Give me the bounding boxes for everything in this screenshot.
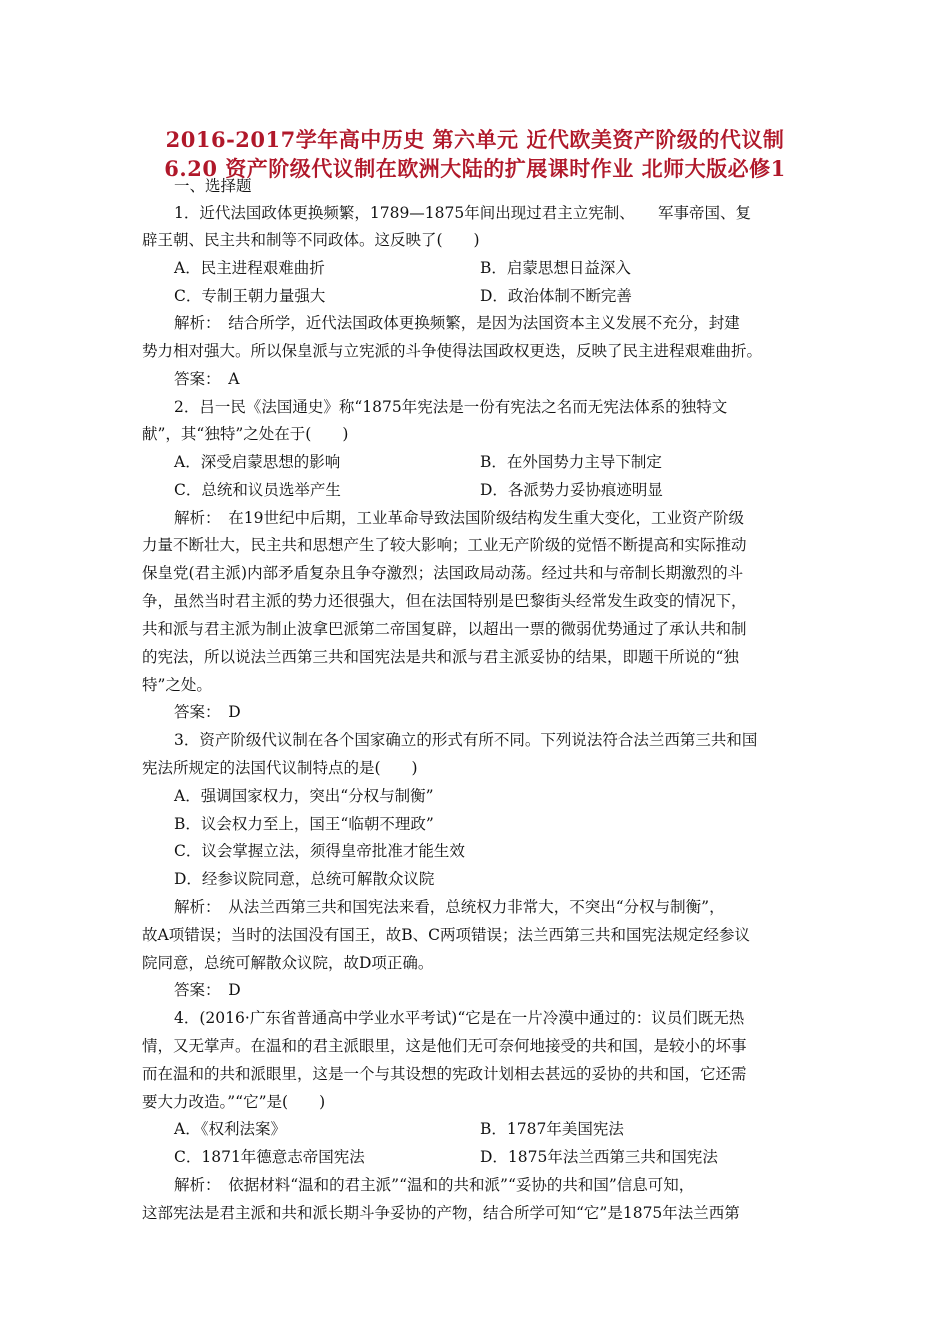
section-heading: 一、选择题 (174, 177, 252, 195)
q3-analysis-line1: 解析： 从法兰西第三共和国宪法来看，总统权力非常大，不突出“分权与制衡”， (174, 898, 725, 916)
q2-option-c: C．总统和议员选举产生 (174, 481, 341, 499)
q4-option-a: A．《权利法案》 (174, 1120, 286, 1138)
q3-option-c: C．议会掌握立法，须得皇帝批准才能生效 (174, 842, 465, 860)
q1-analysis-line1: 解析： 结合所学，近代法国政体更换频繁，是因为法国资本主义发展不充分，封建 (174, 314, 740, 332)
q2-answer: 答案： D (174, 703, 241, 721)
q1-stem-line2: 辟王朝、民主共和制等不同政体。这反映了( ) (142, 231, 480, 249)
q3-analysis-line2: 故A项错误；当时的法国没有国王，故B、C两项错误；法兰西第三共和国宪法规定经参议 (142, 926, 750, 944)
q4-analysis-line1: 解析： 依据材料“温和的君主派”“温和的共和派”“妥协的共和国”信息可知， (174, 1176, 695, 1194)
q1-stem-line1: 1．近代法国政体更换频繁，1789—1875年间出现过君主立宪制、 军事帝国、复 (174, 204, 752, 222)
q4-stem-line3: 而在温和的共和派眼里，这是一个与其设想的宪政计划相去甚远的妥协的共和国，它还需 (142, 1065, 747, 1083)
q2-analysis-line5: 共和派与君主派为制止波拿巴派第二帝国复辟，以超出一票的微弱优势通过了承认共和制 (142, 620, 747, 638)
q2-analysis-line3: 保皇党(君主派)内部矛盾复杂且争夺激烈；法国政局动荡。经过共和与帝制长期激烈的斗 (142, 564, 744, 582)
doc-title-line1: 2016-2017学年高中历史 第六单元 近代欧美资产阶级的代议制 (165, 127, 785, 152)
q4-stem-line1: 4．(2016·广东省普通高中学业水平考试)“它是在一片冷漠中通过的：议员们既无热 (174, 1009, 745, 1027)
q3-stem-line1: 3．资产阶级代议制在各个国家确立的形式有所不同。下列说法符合法兰西第三共和国 (174, 731, 758, 749)
q2-option-b: B．在外国势力主导下制定 (480, 453, 662, 471)
q2-option-a: A．深受启蒙思想的影响 (174, 453, 341, 471)
q2-stem-line2: 献”，其“独特”之处在于( ) (142, 425, 349, 443)
q1-analysis-line2: 势力相对强大。所以保皇派与立宪派的斗争使得法国政权更迭，反映了民主进程艰难曲折。 (142, 342, 763, 360)
q2-analysis-line6: 的宪法，所以说法兰西第三共和国宪法是共和派与君主派妥协的结果，即题干所说的“独 (142, 648, 739, 666)
q2-analysis-line7: 特”之处。 (142, 676, 212, 694)
q2-analysis-line4: 争，虽然当时君主派的势力还很强大，但在法国特别是巴黎街头经常发生政变的情况下， (142, 592, 747, 610)
q4-stem-line2: 情，又无掌声。在温和的君主派眼里，这是他们无可奈何地接受的共和国，是较小的坏事 (142, 1037, 747, 1055)
q1-option-d: D．政治体制不断完善 (480, 287, 632, 305)
q1-answer: 答案： A (174, 370, 240, 388)
q4-option-b: B．1787年美国宪法 (480, 1120, 624, 1138)
q3-option-b: B．议会权力至上，国王“临朝不理政” (174, 815, 434, 833)
q4-stem-line4: 要大力改造。”“它”是( ) (142, 1093, 326, 1111)
q3-option-d: D．经参议院同意，总统可解散众议院 (174, 870, 435, 888)
q2-stem-line1: 2．吕一民《法国通史》称“1875年宪法是一份有宪法之名而无宪法体系的独特文 (174, 398, 728, 416)
q4-option-d: D．1875年法兰西第三共和国宪法 (480, 1148, 718, 1166)
q2-option-d: D．各派势力妥协痕迹明显 (480, 481, 663, 499)
doc-title-line2: 6.20 资产阶级代议制在欧洲大陆的扩展课时作业 北师大版必修1 (164, 156, 786, 181)
q1-option-a: A．民主进程艰难曲折 (174, 259, 325, 277)
q1-option-b: B．启蒙思想日益深入 (480, 259, 631, 277)
q2-analysis-line2: 力量不断壮大，民主共和思想产生了较大影响；工业无产阶级的觉悟不断提高和实际推动 (142, 536, 747, 554)
q4-analysis-line2: 这部宪法是君主派和共和派长期斗争妥协的产物，结合所学可知“它”是1875年法兰西第 (142, 1204, 740, 1222)
q3-analysis-line3: 院同意，总统可解散众议院，故D项正确。 (142, 954, 434, 972)
q4-option-c: C．1871年德意志帝国宪法 (174, 1148, 365, 1166)
q2-analysis-line1: 解析： 在19世纪中后期，工业革命导致法国阶级结构发生重大变化，工业资产阶级 (174, 509, 744, 527)
q3-option-a: A．强调国家权力，突出“分权与制衡” (174, 787, 434, 805)
q1-option-c: C．专制王朝力量强大 (174, 287, 326, 305)
q3-stem-line2: 宪法所规定的法国代议制特点的是( ) (142, 759, 418, 777)
q3-answer: 答案： D (174, 981, 241, 999)
